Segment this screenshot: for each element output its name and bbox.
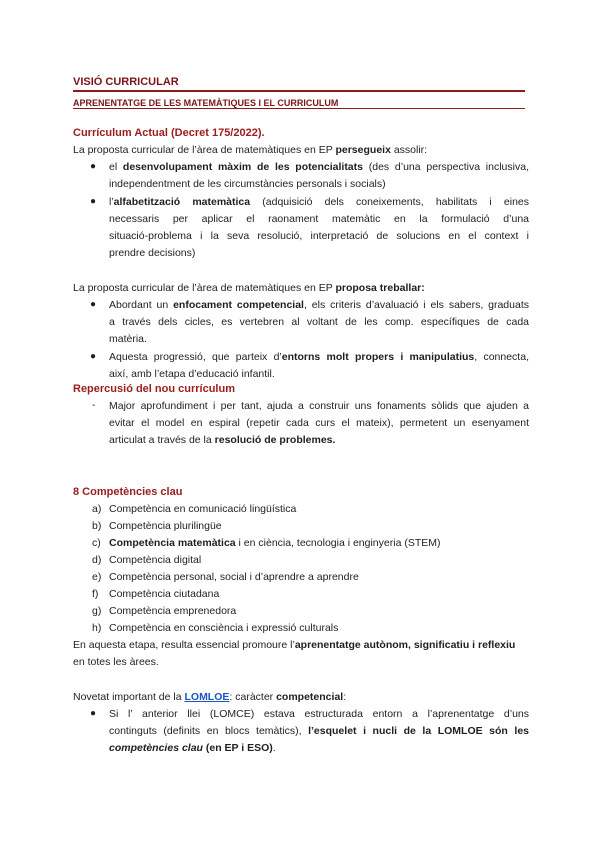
curriculum-bullet-1-line-2: independentment de les circumstàncies personals i socials) xyxy=(109,178,386,190)
competences-paragraph-line-1 xyxy=(73,638,515,652)
text-span: (adquisició dels coneixements, habilitats i eines xyxy=(250,196,529,208)
text-span: el xyxy=(109,161,123,173)
text-span: (des d’una perspectiva inclusiva, xyxy=(363,161,529,173)
bold-span: desenvolupament màxim de les potencialitats xyxy=(122,161,363,173)
competence-item: Competència ciutadana xyxy=(109,588,220,600)
list-marker: h) xyxy=(92,622,102,634)
bold-span: alfabetització matemàtica xyxy=(113,196,251,208)
novetat-bullet-line-1: Si l’ anterior llei (LOMCE) estava estructurada entorn a l’aprenentatge d’uns xyxy=(109,708,529,720)
curriculum-intro-bold: persegueix xyxy=(335,144,391,156)
competence-item xyxy=(109,536,441,550)
text-span: Aquesta progressió, que parteix d’ xyxy=(109,351,282,363)
repercussion-line-1: Major aprofundiment i per tant, ajuda a construir uns fonaments sòlids que ajuden a xyxy=(109,400,529,412)
work-intro xyxy=(73,281,425,295)
novetat-bullet-line-2 xyxy=(109,724,529,738)
bold-span: competencial xyxy=(276,691,344,703)
bold-span: l’esquelet i nucli de la LOMLOE són les xyxy=(308,725,529,737)
bullet-icon: ● xyxy=(90,708,97,719)
curriculum-bullet-1-line-1 xyxy=(109,160,529,174)
text-span: i en ciència, tecnologia i enginyeria (STEM) xyxy=(235,537,441,549)
section-heading-competences: 8 Competències clau xyxy=(73,486,183,498)
curriculum-bullet-2-line-1 xyxy=(109,195,529,209)
text-span: l’ xyxy=(109,196,114,208)
novetat-line xyxy=(73,690,346,704)
work-bullet-2-line-2: així, amb l’etapa d’educació infantil. xyxy=(109,368,275,380)
bold-span: entorns molt propers i manipulatius xyxy=(281,351,475,363)
list-marker: f) xyxy=(92,588,99,600)
subtitle-rule xyxy=(73,108,525,109)
curriculum-bullet-2-line-3: situació-problema i la seva resolució, interpretació de solucions en el context i xyxy=(109,230,529,242)
bullet-icon: ● xyxy=(90,351,97,362)
work-bullet-2-line-1 xyxy=(109,350,529,364)
list-marker: b) xyxy=(92,520,102,532)
list-marker: g) xyxy=(92,605,102,617)
list-marker: e) xyxy=(92,571,102,583)
competences-paragraph-line-2: en totes les àrees. xyxy=(73,656,159,668)
lomloe-link[interactable]: LOMLOE xyxy=(184,691,230,703)
competence-item: Competència emprenedora xyxy=(109,605,237,617)
text-span: , connecta, xyxy=(474,351,529,363)
title-rule xyxy=(73,90,525,92)
competence-item: Competència digital xyxy=(109,554,202,566)
work-intro-text: La proposta curricular de l’àrea de matemàtiques en EP xyxy=(73,282,336,294)
bullet-icon: ● xyxy=(90,196,97,207)
text-span: articulat a través de la xyxy=(109,434,215,446)
competence-item: Competència plurilingüe xyxy=(109,520,222,532)
curriculum-intro-suffix: assolir: xyxy=(390,144,428,156)
text-span: : xyxy=(343,691,347,703)
work-bullet-1-line-2: a través dels cicles, es vertebren al voltant de les comp. específiques de cada xyxy=(109,316,529,328)
bold-span: resolució de problemes. xyxy=(214,434,336,446)
list-marker: c) xyxy=(92,537,101,549)
novetat-bullet-line-3 xyxy=(109,741,276,755)
work-bullet-1-line-3: matèria. xyxy=(109,333,147,345)
bold-span: (en EP i ESO) xyxy=(202,742,273,754)
page-subtitle: APRENENTATGE DE LES MATEMÀTIQUES I EL CURRICULUM xyxy=(73,98,339,108)
competence-item: Competència en consciència i expressió culturals xyxy=(109,622,339,634)
bold-italic-span: competències clau xyxy=(109,742,203,754)
competence-item: Competència en comunicació lingüística xyxy=(109,503,297,515)
dash-icon: - xyxy=(92,400,96,411)
work-bullet-1-line-1 xyxy=(109,298,529,312)
repercussion-line-2: evitar el model en espiral (repetir cada curs el mateix), permetent un esenyament xyxy=(109,417,529,429)
list-marker: d) xyxy=(92,554,102,566)
text-span: Abordant un xyxy=(109,299,174,311)
text-span: continguts (definits en blocs temàtics), xyxy=(109,725,309,737)
bold-span: aprenentatge autònom, significatiu i reflexiu xyxy=(294,639,516,651)
curriculum-bullet-2-line-4: prendre decisions) xyxy=(109,247,196,259)
text-span: , els criteris d’avaluació i els sabers, graduats xyxy=(303,299,529,311)
curriculum-intro xyxy=(73,143,427,157)
bold-span: Competència matemàtica xyxy=(109,537,236,549)
bullet-icon: ● xyxy=(90,161,97,172)
text-span: . xyxy=(272,742,276,754)
work-intro-bold: proposa treballar: xyxy=(335,282,425,294)
repercussion-line-3 xyxy=(109,433,335,447)
list-marker: a) xyxy=(92,503,102,515)
section-heading-curriculum: Currículum Actual (Decret 175/2022). xyxy=(73,127,265,139)
section-heading-repercussion: Repercusió del nou currículum xyxy=(73,383,235,395)
text-span: : caràcter xyxy=(229,691,277,703)
bullet-icon: ● xyxy=(90,299,97,310)
text-span: Novetat important de la xyxy=(73,691,185,703)
curriculum-bullet-2-line-2: necessaris per aplicar el raonament matemàtic en la formulació d’una xyxy=(109,213,529,225)
competence-item: Competència personal, social i d’aprendre a aprendre xyxy=(109,571,359,583)
bold-span: enfocament competencial xyxy=(173,299,304,311)
page-title: VISIÓ CURRICULAR xyxy=(73,76,179,88)
text-span: En aquesta etapa, resulta essencial promoure l’ xyxy=(73,639,295,651)
curriculum-intro-text: La proposta curricular de l’àrea de matemàtiques en EP xyxy=(73,144,336,156)
